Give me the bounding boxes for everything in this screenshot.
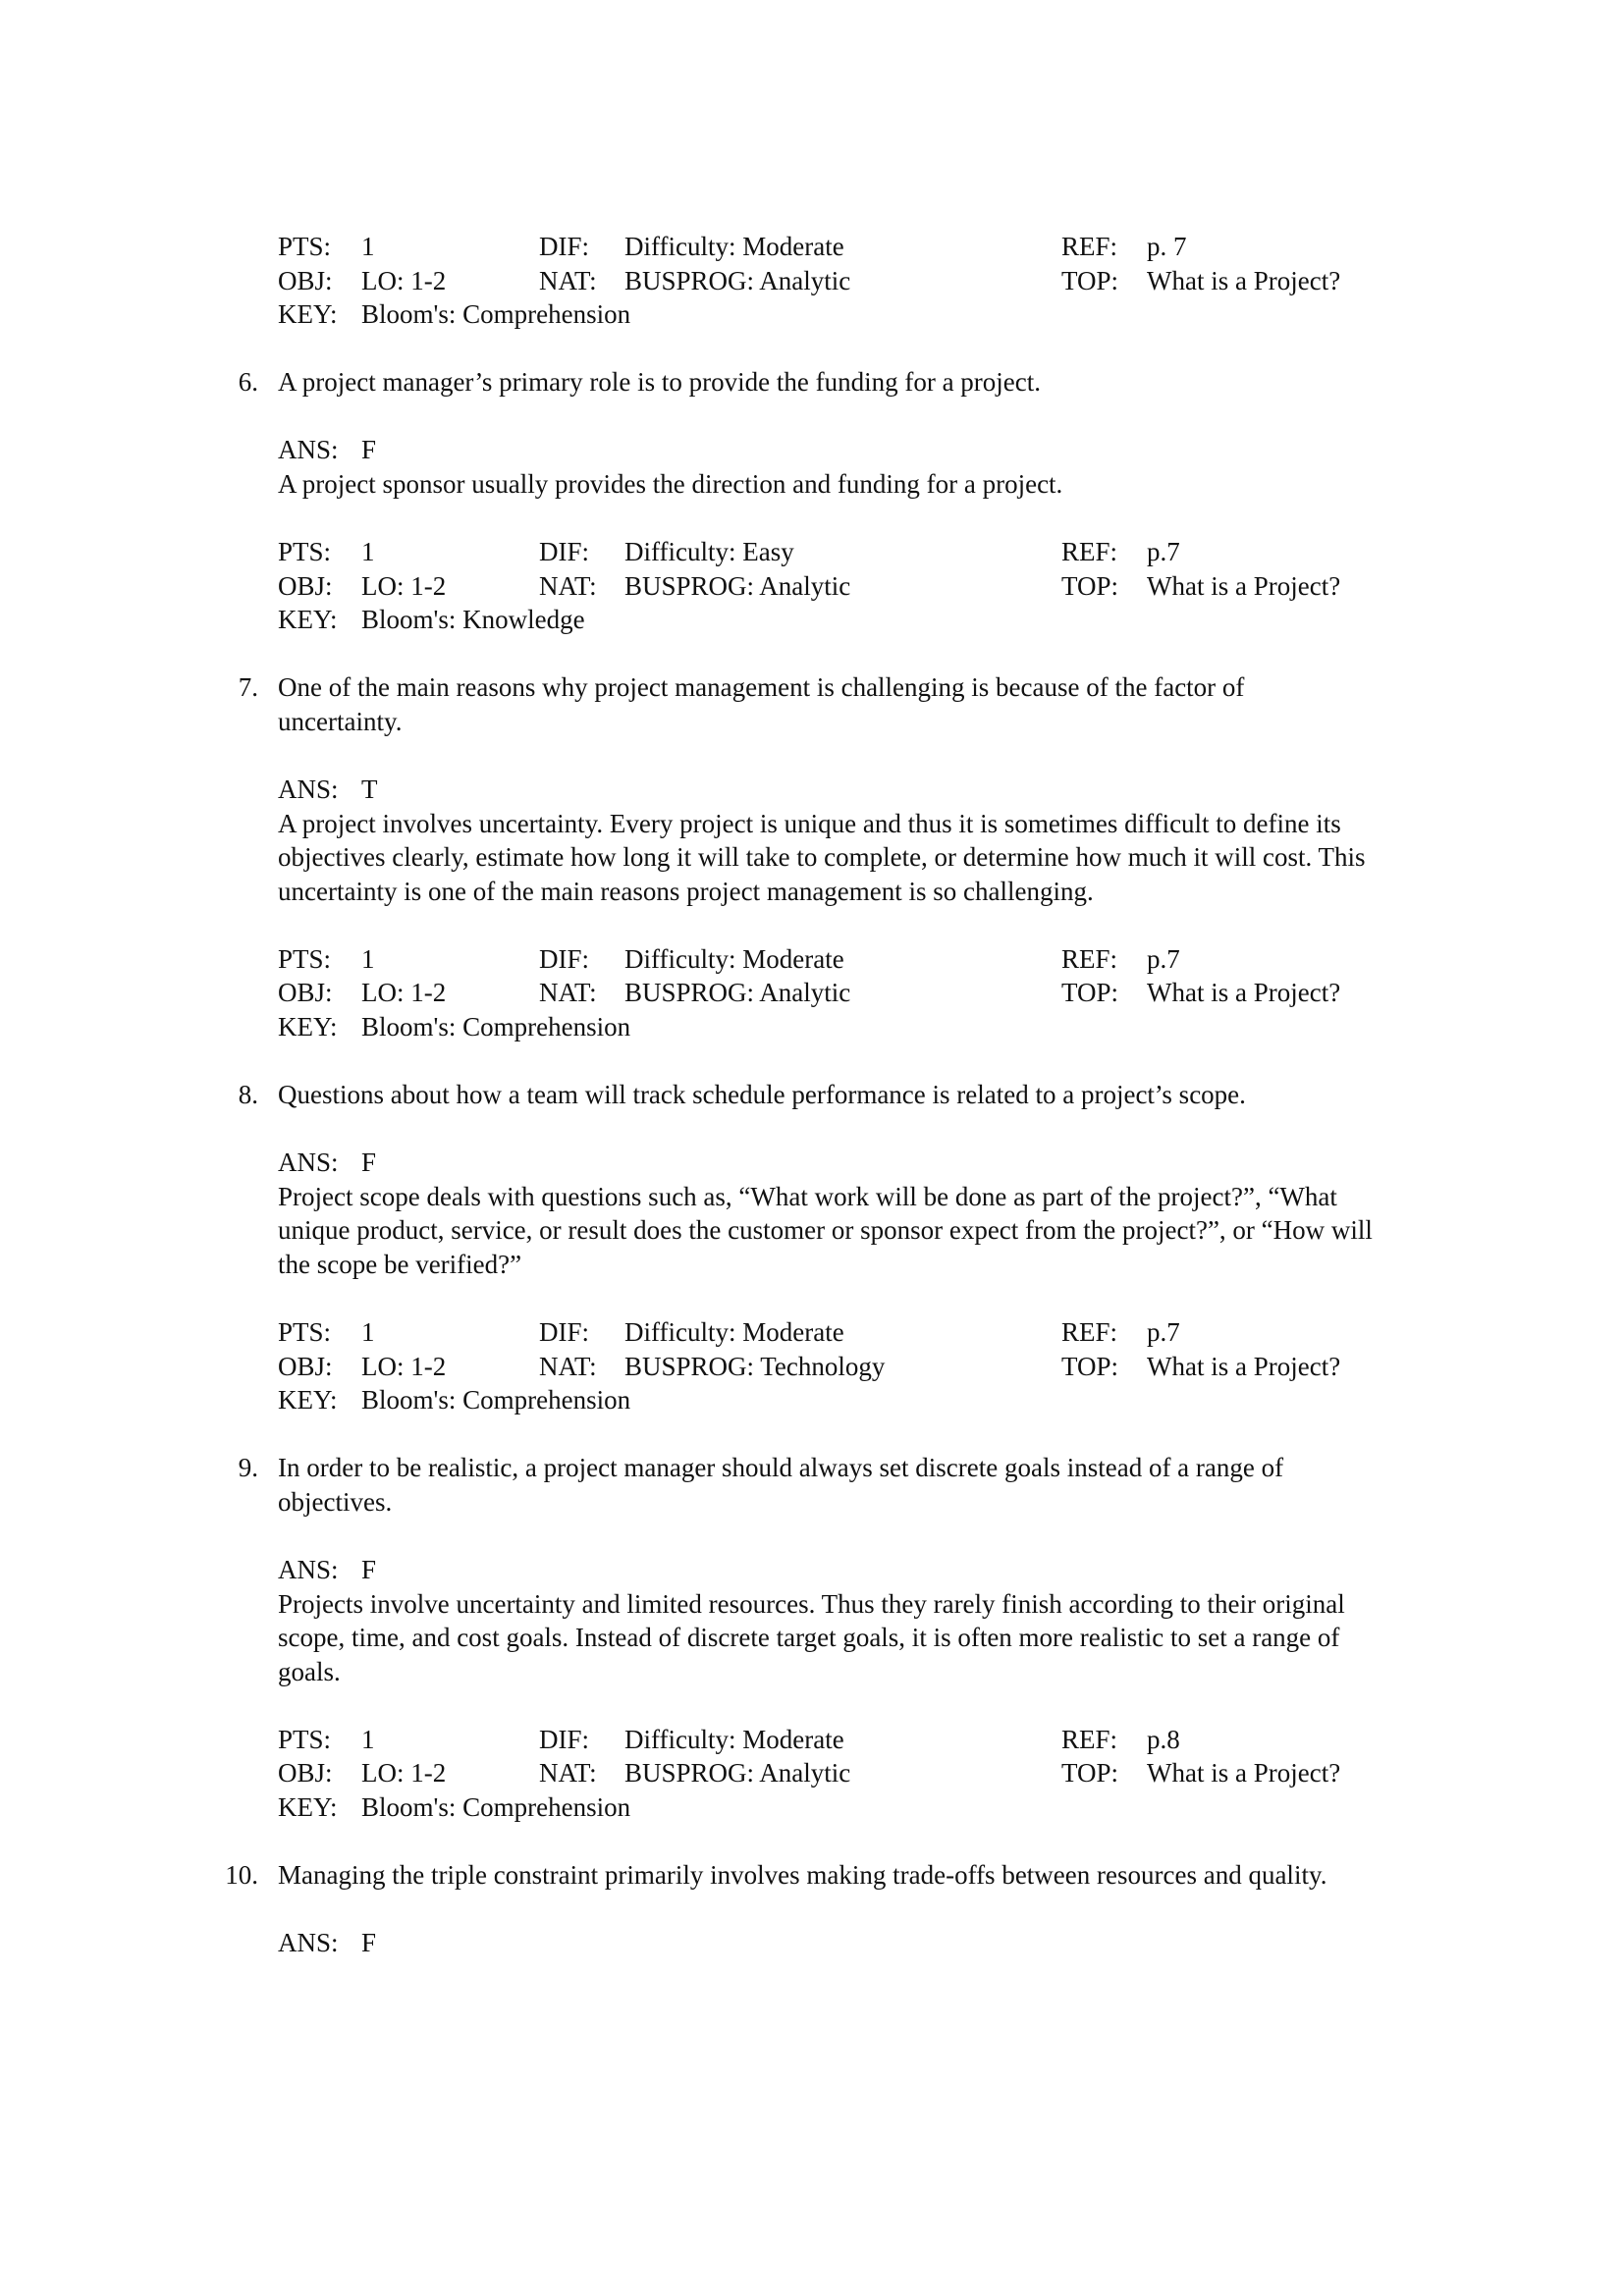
pts-value: 1	[361, 943, 375, 974]
explanation-line	[0, 1180, 1623, 1214]
top-label: TOP:	[1061, 1351, 1119, 1381]
explanation-line	[0, 467, 1623, 502]
pts-value: 1	[361, 232, 375, 261]
ans-label: ANS:	[278, 1554, 339, 1584]
meta-row-3	[0, 603, 1623, 637]
top-value: What is a Project?	[1147, 570, 1341, 601]
nat-value: BUSPROG: Analytic	[624, 265, 851, 295]
answer-row	[0, 1553, 1623, 1587]
top-label: TOP:	[1061, 1758, 1119, 1789]
question-line	[0, 1078, 1623, 1112]
ref-value: p.7	[1147, 537, 1180, 567]
top-label: TOP:	[1061, 265, 1119, 295]
obj-value: LO: 1-2	[361, 1351, 447, 1381]
obj-value: LO: 1-2	[361, 570, 447, 601]
question-line	[0, 1858, 1623, 1893]
answer-row	[0, 1146, 1623, 1180]
ref-label: REF:	[1061, 943, 1118, 974]
dif-label: DIF:	[539, 1317, 590, 1347]
question-line	[0, 1451, 1623, 1485]
obj-label: OBJ:	[278, 265, 333, 295]
key-label: KEY:	[278, 1385, 338, 1415]
top-label: TOP:	[1061, 570, 1119, 601]
ans-label: ANS:	[278, 1928, 339, 1958]
pts-value: 1	[361, 1724, 375, 1754]
key-label: KEY:	[278, 299, 338, 330]
question-number: 7.	[238, 672, 258, 703]
ref-label: REF:	[1061, 1317, 1118, 1347]
question-line	[0, 365, 1623, 400]
nat-label: NAT:	[539, 1351, 597, 1381]
dif-value: Difficulty: Moderate	[624, 232, 844, 261]
meta-row-1	[0, 1315, 1623, 1350]
explanation-text: goals.	[278, 1656, 341, 1686]
ans-value: F	[361, 1148, 377, 1178]
ref-label: REF:	[1061, 232, 1118, 261]
explanation-line	[0, 840, 1623, 875]
nat-value: BUSPROG: Technology	[624, 1351, 886, 1381]
ref-value: p.8	[1147, 1724, 1180, 1754]
obj-label: OBJ:	[278, 1351, 333, 1381]
explanation-line	[0, 1213, 1623, 1248]
pts-label: PTS:	[278, 1724, 332, 1754]
pts-label: PTS:	[278, 537, 332, 567]
question-text: A project manager’s primary role is to provide the funding for a project.	[278, 367, 1042, 398]
question-line	[0, 1485, 1623, 1520]
ans-value: T	[361, 774, 378, 804]
key-value: Bloom's: Comprehension	[361, 1791, 631, 1822]
explanation-line	[0, 1621, 1623, 1655]
explanation-text: A project sponsor usually provides the direction and funding for a project.	[278, 468, 1063, 499]
ref-label: REF:	[1061, 537, 1118, 567]
meta-row-2	[0, 1756, 1623, 1790]
meta-row-1	[0, 942, 1623, 977]
ans-value: F	[361, 1554, 377, 1584]
key-value: Bloom's: Comprehension	[361, 1385, 631, 1415]
ans-value: F	[361, 1928, 377, 1958]
pts-value: 1	[361, 537, 375, 567]
dif-label: DIF:	[539, 1724, 590, 1754]
document-page	[0, 230, 1623, 1960]
ref-value: p.7	[1147, 943, 1180, 974]
meta-row-1	[0, 230, 1623, 264]
meta-row-1	[0, 1723, 1623, 1757]
ans-value: F	[361, 435, 377, 465]
explanation-line	[0, 875, 1623, 909]
question-text: One of the main reasons why project management is challenging is because of the factor of	[278, 672, 1245, 703]
answer-row	[0, 433, 1623, 467]
top-value: What is a Project?	[1147, 1758, 1341, 1789]
ref-value: p.7	[1147, 1317, 1180, 1347]
key-value: Bloom's: Knowledge	[361, 605, 585, 635]
ans-label: ANS:	[278, 435, 339, 465]
key-value: Bloom's: Comprehension	[361, 299, 631, 330]
explanation-text: objectives clearly, estimate how long it will take to complete, or determine how much it will cost. This	[278, 842, 1366, 873]
explanation-text: Project scope deals with questions such as, “What work will be done as part of the project?”, “What	[278, 1181, 1337, 1211]
explanation-text: unique product, service, or result does the customer or sponsor expect from the project?”, or “How will	[278, 1215, 1373, 1246]
question-line	[0, 670, 1623, 705]
question-text: In order to be realistic, a project manager should always set discrete goals instead of a range of	[278, 1453, 1284, 1483]
dif-value: Difficulty: Moderate	[624, 943, 844, 974]
explanation-text: Projects involve uncertainty and limited resources. Thus they rarely finish according to their original	[278, 1588, 1345, 1619]
obj-label: OBJ:	[278, 570, 333, 601]
question-text: uncertainty.	[278, 706, 403, 736]
meta-row-3	[0, 1790, 1623, 1825]
pts-label: PTS:	[278, 943, 332, 974]
obj-value: LO: 1-2	[361, 1758, 447, 1789]
dif-value: Difficulty: Moderate	[624, 1317, 844, 1347]
ref-label: REF:	[1061, 1724, 1118, 1754]
top-value: What is a Project?	[1147, 1351, 1341, 1381]
meta-row-3	[0, 297, 1623, 332]
dif-label: DIF:	[539, 537, 590, 567]
explanation-line	[0, 1655, 1623, 1689]
nat-label: NAT:	[539, 978, 597, 1008]
question-number: 6.	[238, 367, 258, 398]
question-number: 8.	[238, 1080, 258, 1110]
meta-row-2	[0, 264, 1623, 298]
obj-label: OBJ:	[278, 1758, 333, 1789]
key-value: Bloom's: Comprehension	[361, 1011, 631, 1041]
obj-value: LO: 1-2	[361, 978, 447, 1008]
dif-label: DIF:	[539, 232, 590, 261]
nat-value: BUSPROG: Analytic	[624, 570, 851, 601]
top-value: What is a Project?	[1147, 978, 1341, 1008]
explanation-text: uncertainty is one of the main reasons project management is so challenging.	[278, 876, 1094, 906]
dif-label: DIF:	[539, 943, 590, 974]
top-label: TOP:	[1061, 978, 1119, 1008]
meta-row-2	[0, 1350, 1623, 1384]
meta-row-1	[0, 535, 1623, 569]
nat-label: NAT:	[539, 570, 597, 601]
question-number: 10.	[225, 1860, 258, 1890]
obj-value: LO: 1-2	[361, 265, 447, 295]
nat-label: NAT:	[539, 1758, 597, 1789]
nat-value: BUSPROG: Analytic	[624, 978, 851, 1008]
pts-value: 1	[361, 1317, 375, 1347]
dif-value: Difficulty: Easy	[624, 537, 794, 567]
answer-row	[0, 1926, 1623, 1960]
nat-label: NAT:	[539, 265, 597, 295]
ans-label: ANS:	[278, 774, 339, 804]
key-label: KEY:	[278, 1791, 338, 1822]
top-value: What is a Project?	[1147, 265, 1341, 295]
explanation-text: A project involves uncertainty. Every project is unique and thus it is sometimes difficult to define its	[278, 808, 1341, 838]
pts-label: PTS:	[278, 232, 332, 261]
meta-row-2	[0, 976, 1623, 1010]
answer-row	[0, 773, 1623, 807]
obj-label: OBJ:	[278, 978, 333, 1008]
explanation-text: the scope be verified?”	[278, 1249, 522, 1279]
key-label: KEY:	[278, 605, 338, 635]
explanation-line	[0, 807, 1623, 841]
meta-row-3	[0, 1010, 1623, 1044]
dif-value: Difficulty: Moderate	[624, 1724, 844, 1754]
nat-value: BUSPROG: Analytic	[624, 1758, 851, 1789]
key-label: KEY:	[278, 1011, 338, 1041]
question-text: Managing the triple constraint primarily involves making trade-offs between resources and quality.	[278, 1860, 1327, 1890]
question-text: Questions about how a team will track schedule performance is related to a project’s scope.	[278, 1080, 1246, 1110]
ref-value: p. 7	[1147, 232, 1187, 261]
explanation-text: scope, time, and cost goals. Instead of discrete target goals, it is often more realistic to set a range of	[278, 1623, 1340, 1653]
question-line	[0, 705, 1623, 739]
question-number: 9.	[238, 1453, 258, 1483]
explanation-line	[0, 1587, 1623, 1622]
explanation-line	[0, 1248, 1623, 1282]
ans-label: ANS:	[278, 1148, 339, 1178]
pts-label: PTS:	[278, 1317, 332, 1347]
meta-row-2	[0, 569, 1623, 604]
meta-row-3	[0, 1383, 1623, 1417]
question-text: objectives.	[278, 1486, 393, 1517]
